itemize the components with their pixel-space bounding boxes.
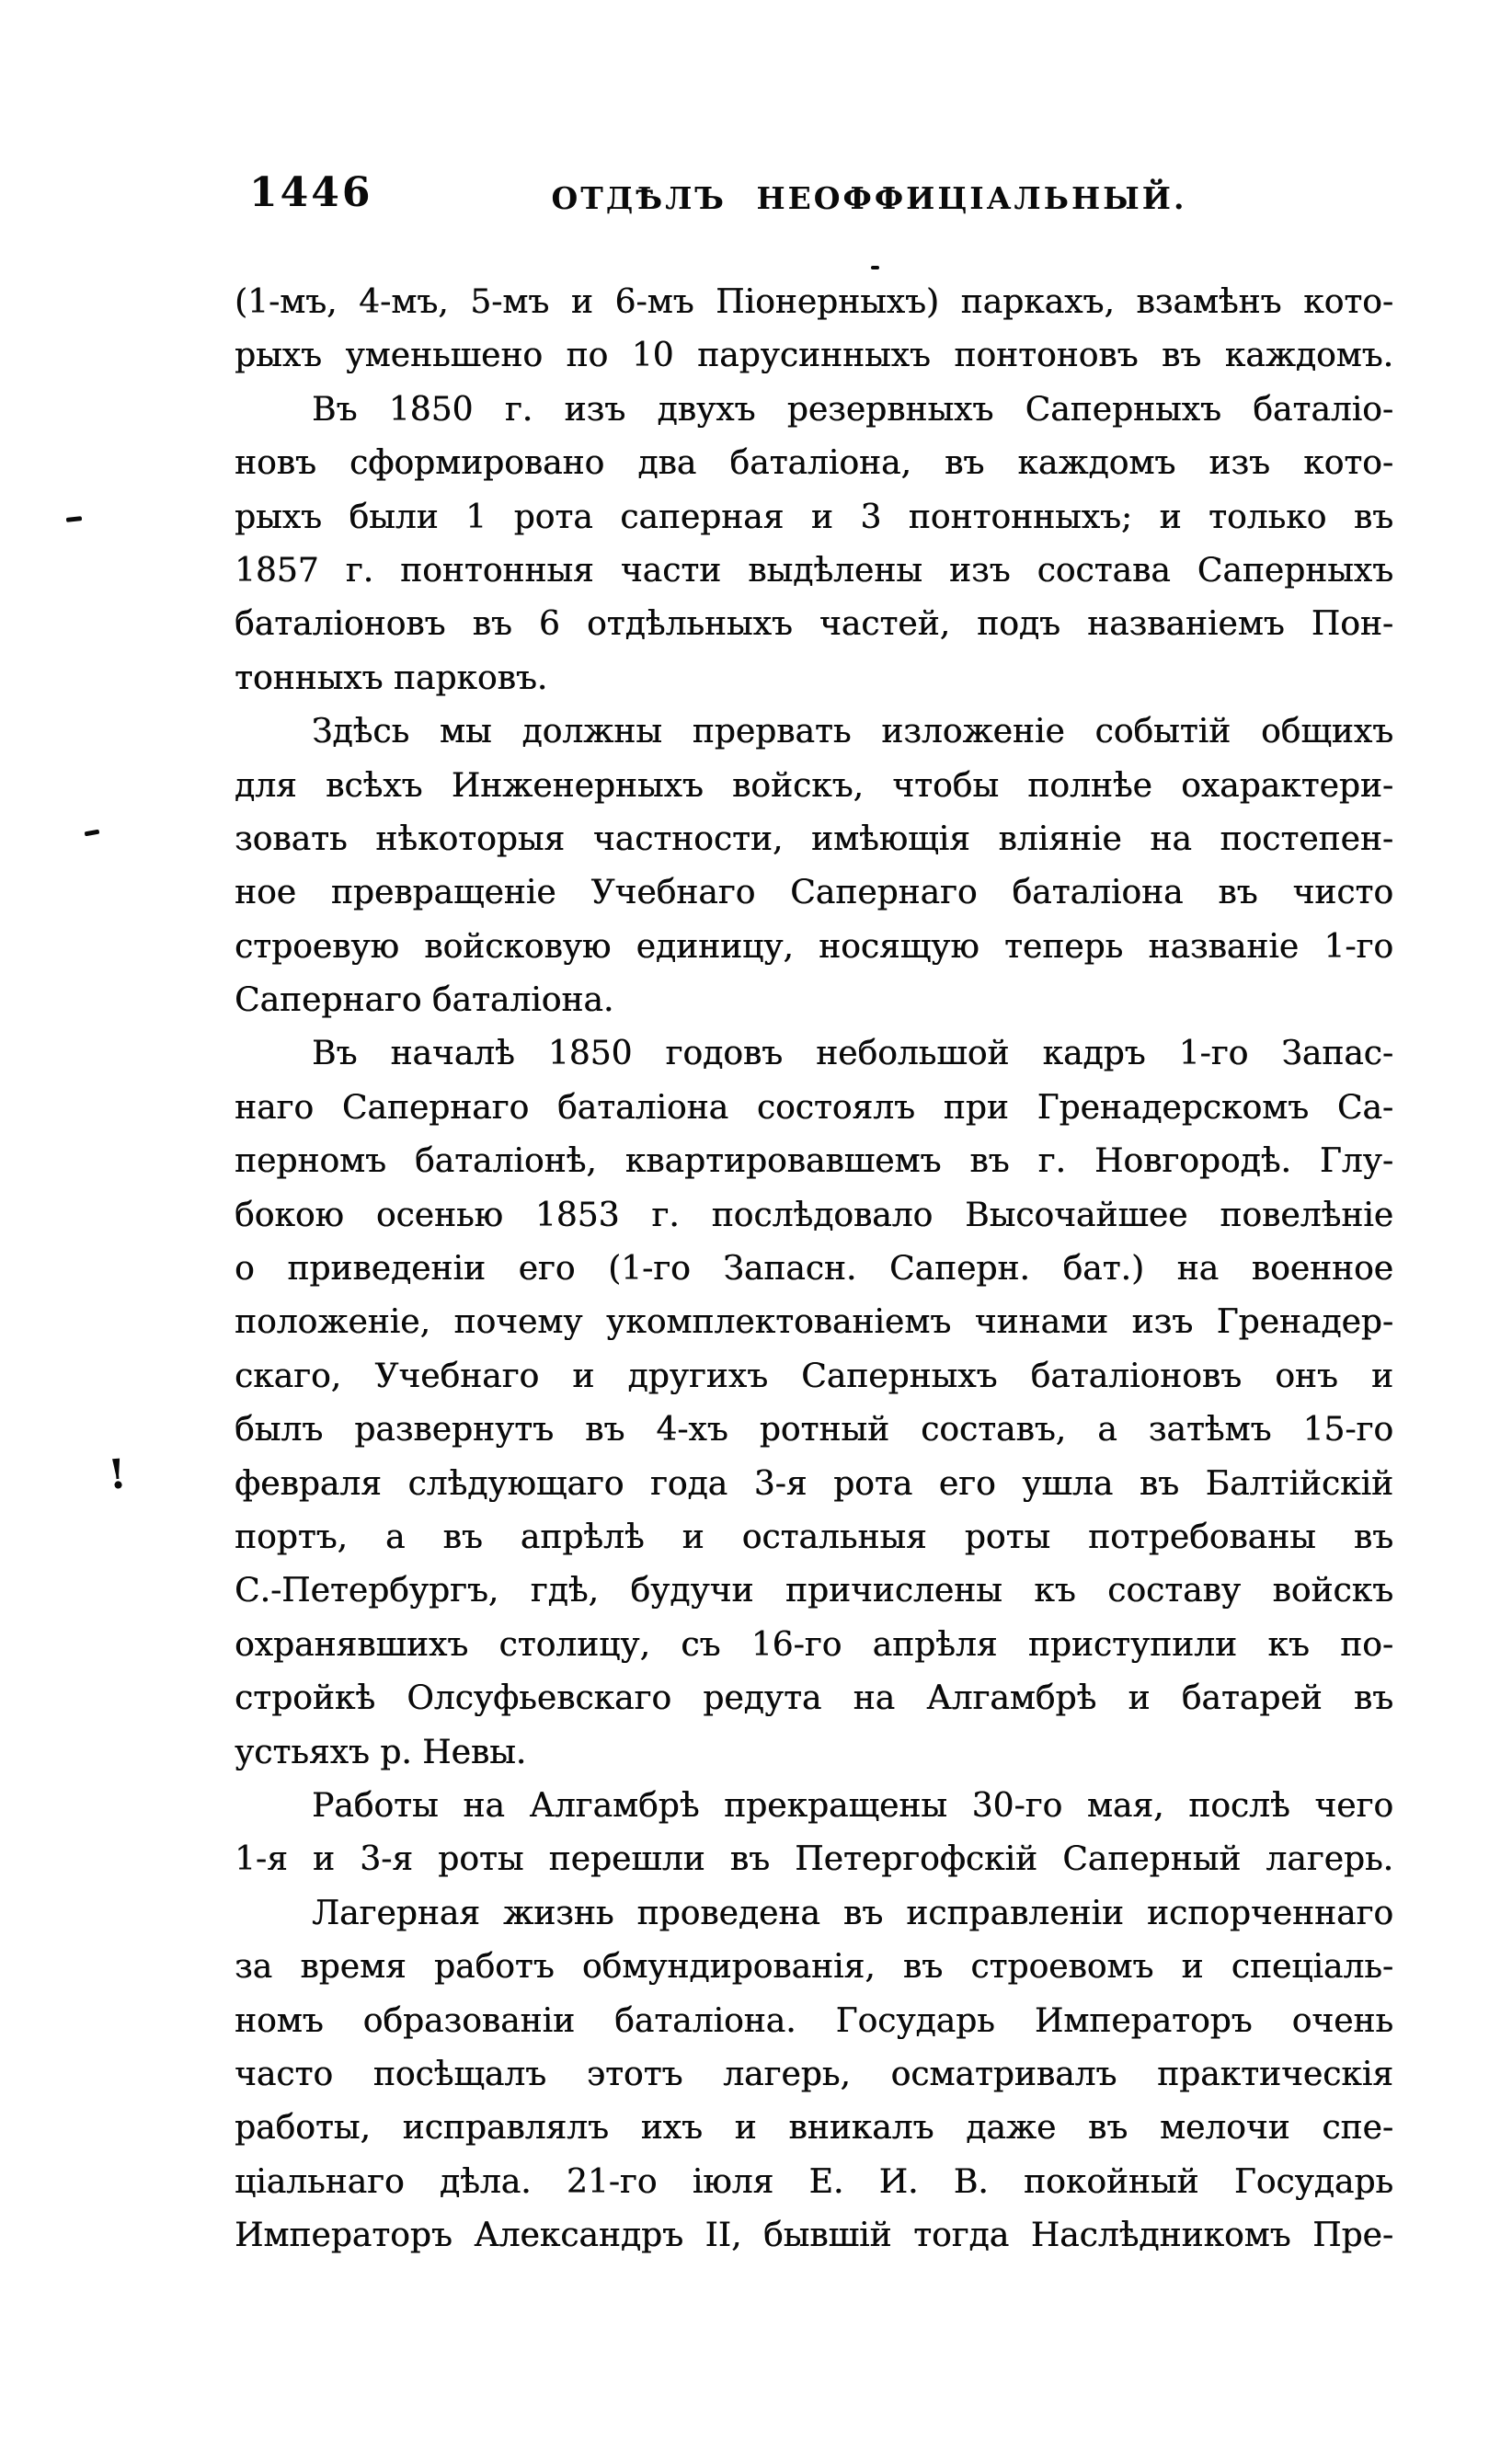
text-line: наго Сапернаго баталіона состоялъ при Гренадерскомъ Са- (235, 1088, 1393, 1127)
text-line: Въ началѣ 1850 годовъ небольшой кадръ 1-го Запас- (312, 1035, 1393, 1073)
text-line: баталіоновъ въ 6 отдѣльныхъ частей, подъ названіемъ Пон- (235, 605, 1393, 644)
paragraph (235, 1027, 1393, 1779)
text-line: Императоръ Александръ II, бывшій тогда Наслѣдникомъ Пре- (235, 2217, 1393, 2255)
page-header (235, 169, 1393, 224)
text-line: С.-Петербургъ, гдѣ, будучи причислены къ составу войскъ (235, 1572, 1393, 1610)
text-line: портъ, а въ апрѣлѣ и остальныя роты потребованы въ (235, 1518, 1393, 1556)
text-line: Работы на Алгамбрѣ прекращены 30-го мая, послѣ чего (312, 1786, 1393, 1825)
page-number: 1446 (249, 169, 373, 216)
text-line: Сапернаго баталіона. (235, 981, 614, 1020)
text-line: работы, исправлялъ ихъ и вникалъ даже въ мелочи спе- (235, 2109, 1393, 2148)
text-line: строевую войсковую единицу, носящую теперь названіе 1-го (235, 927, 1393, 966)
text-line: 1857 г. понтонныя части выдѣлены изъ состава Саперныхъ (235, 551, 1393, 590)
text-line: о приведеніи его (1-го Запасн. Саперн. бат.) на военное (235, 1250, 1393, 1289)
text-line: рыхъ были 1 рота саперная и 3 понтонныхъ; и только въ (235, 498, 1393, 536)
paragraph (235, 1887, 1393, 2263)
text-line: устьяхъ р. Невы. (235, 1733, 527, 1771)
text-line: Лагерная жизнь проведена въ исправленіи испорченнаго (312, 1894, 1393, 1932)
text-line: февраля слѣдующаго года 3-я рота его ушла въ Балтійскій (235, 1464, 1393, 1503)
text-line: за время работъ обмундированія, въ строевомъ и спеціаль- (235, 1948, 1393, 1987)
text-line: 1-я и 3-я роты перешли въ Петергофскій Саперный лагерь. (235, 1840, 1393, 1879)
scan-speck (66, 516, 82, 522)
text-line: ное превращеніе Учебнаго Сапернаго баталіона въ чисто (235, 874, 1393, 912)
text-line: для всѣхъ Инженерныхъ войскъ, чтобы полнѣе охарактери- (235, 766, 1393, 805)
text-line: тонныхъ парковъ. (235, 659, 548, 697)
text-line: былъ развернутъ въ 4-хъ ротный составъ, а затѣмъ 15-го (235, 1411, 1393, 1449)
text-line: перномъ баталіонѣ, квартировавшемъ въ г. Новгородѣ. Глу- (235, 1142, 1393, 1181)
text-line: Въ 1850 г. изъ двухъ резервныхъ Саперныхъ баталіо- (312, 390, 1393, 429)
paragraph (235, 1780, 1393, 1887)
text-line: новъ сформировано два баталіона, въ каждомъ изъ кото- (235, 444, 1393, 483)
text-line: часто посѣщалъ этотъ лагерь, осматривалъ практическія (235, 2055, 1393, 2093)
text-line: (1-мъ, 4-мъ, 5-мъ и 6-мъ Піонерныхъ) паркахъ, взамѣнъ кото- (235, 283, 1393, 321)
text-line: зовать нѣкоторыя частности, имѣющія вліяніе на постепен- (235, 819, 1393, 858)
text-line: положеніе, почему укомплектованіемъ чинами изъ Гренадер- (235, 1303, 1393, 1342)
paragraph (235, 384, 1393, 705)
text-line: скаго, Учебнаго и другихъ Саперныхъ баталіоновъ онъ и (235, 1357, 1393, 1395)
text-line: Здѣсь мы должны прервать изложеніе событій общихъ (312, 713, 1393, 751)
text-block (235, 276, 1393, 2263)
text-line: стройкѣ Олсуфьевскаго редута на Алгамбрѣ и батарей въ (235, 1679, 1393, 1718)
scan-speck (85, 830, 100, 837)
scan-speck (871, 266, 879, 269)
text-line: рыхъ уменьшено по 10 парусинныхъ понтоновъ въ каждомъ. (235, 337, 1393, 375)
margin-ink-blot: ! (106, 1450, 129, 1499)
text-line: ціальнаго дѣла. 21-го іюля Е. И. В. покойный Государь (235, 2162, 1393, 2201)
text-line: бокою осенью 1853 г. послѣдовало Высочайшее повелѣніе (235, 1196, 1393, 1234)
running-header-title: ОТДѢЛЪ НЕОФФИЦІАЛЬНЫЙ. (551, 180, 1187, 216)
text-line: охранявшихъ столицу, съ 16-го апрѣля приступили къ по- (235, 1625, 1393, 1664)
paragraph (235, 705, 1393, 1027)
paragraph (235, 276, 1393, 384)
text-line: номъ образованіи баталіона. Государь Императоръ очень (235, 2001, 1393, 2040)
